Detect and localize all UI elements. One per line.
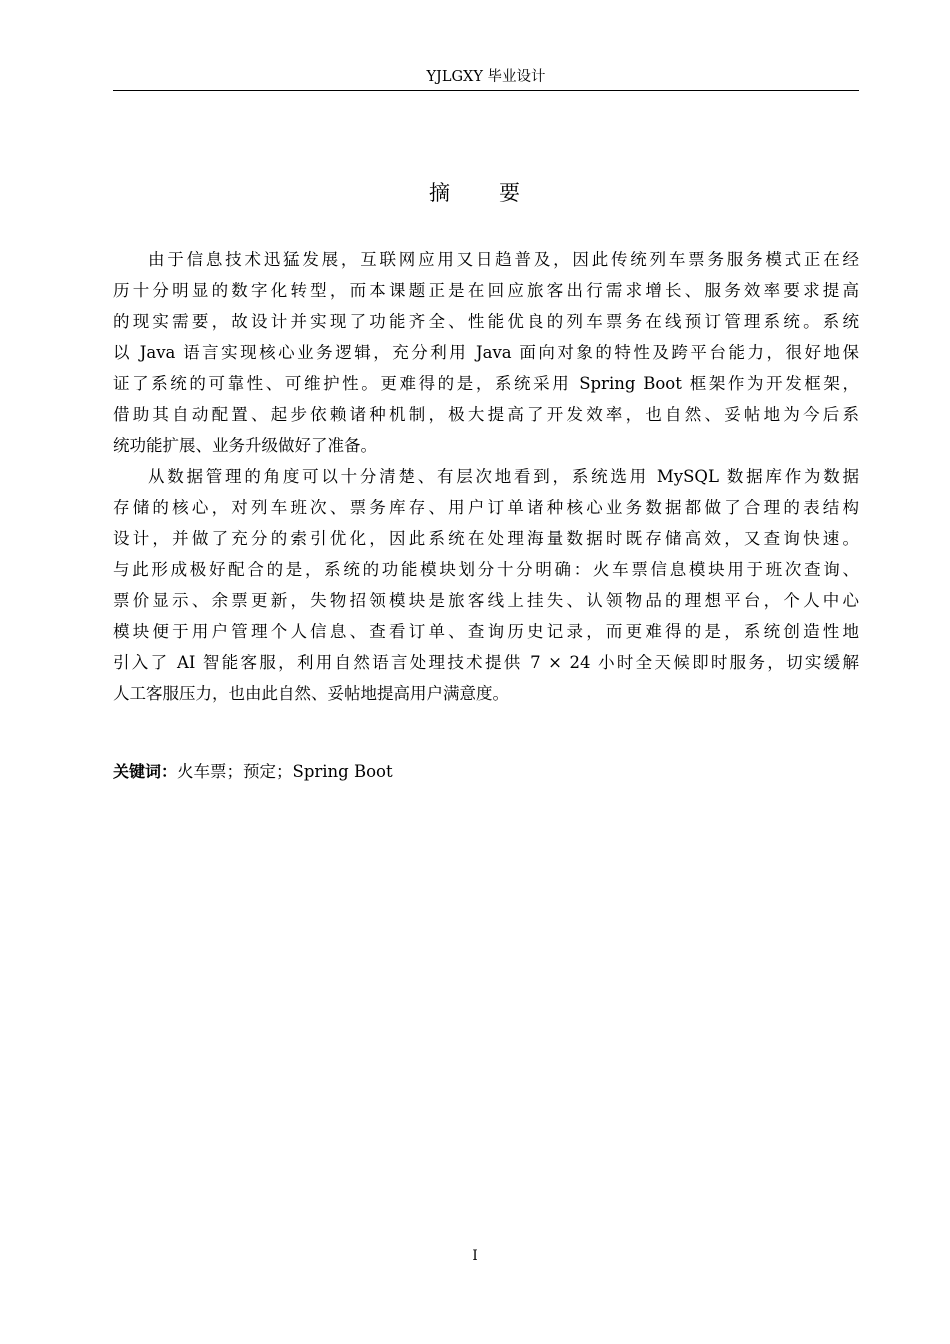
- paragraph-1-line-5: 证了系统的可靠性、可维护性。更难得的是，系统采用 Spring Boot 框架作为开发框架，: [113, 374, 859, 393]
- paragraph-1-line-7: 统功能扩展、业务升级做好了准备。: [113, 436, 377, 455]
- keywords-line: [113, 756, 859, 787]
- paragraph-2-line-2: 存储的核心，对列车班次、票务库存、用户订单诸种核心业务数据都做了合理的表结构: [113, 498, 859, 517]
- abstract-title: [0, 176, 950, 210]
- paragraph-2-line-1: 从数据管理的角度可以十分清楚、有层次地看到，系统选用 MySQL 数据库作为数据: [148, 467, 859, 486]
- keywords-values: 火车票；预定；Spring Boot: [177, 762, 393, 781]
- paragraph-1-line-1: 由于信息技术迅猛发展，互联网应用又日趋普及，因此传统列车票务服务模式正在经: [148, 250, 859, 269]
- paragraph-2-line-4: 与此形成极好配合的是，系统的功能模块划分十分明确：火车票信息模块用于班次查询、: [113, 560, 859, 579]
- paragraph-1-line-3: 的现实需要，故设计并实现了功能齐全、性能优良的列车票务在线预订管理系统。系统: [113, 312, 859, 331]
- paragraph-2-line-6: 模块便于用户管理个人信息、查看订单、查询历史记录，而更难得的是，系统创造性地: [113, 622, 859, 641]
- paragraph-2-line-3: 设计，并做了充分的索引优化，因此系统在处理海量数据时既存储高效，又查询快速。: [113, 529, 859, 548]
- paragraph-2-line-7: 引入了 AI 智能客服，利用自然语言处理技术提供 7 × 24 小时全天候即时服务，切实缓解: [113, 653, 859, 672]
- title-char-2: 要: [499, 181, 521, 205]
- paragraph-1-line-6: 借助其自动配置、起步依赖诸种机制，极大提高了开发效率，也自然、妥帖地为今后系: [113, 405, 859, 424]
- paragraph-1-line-2: 历十分明显的数字化转型，而本课题正是在回应旅客出行需求增长、服务效率要求提高: [113, 281, 859, 300]
- page-number: I: [472, 1248, 478, 1264]
- abstract-body: [113, 244, 859, 709]
- title-char-1: 摘: [429, 181, 451, 205]
- page-header: YJLGXY 毕业设计: [113, 66, 859, 91]
- paragraph-2-line-8: 人工客服压力，也由此自然、妥帖地提高用户满意度。: [113, 684, 509, 703]
- paragraph-1-line-4: 以 Java 语言实现核心业务逻辑，充分利用 Java 面向对象的特性及跨平台能力，很好地保: [113, 343, 859, 362]
- keywords-label: 关键词：: [113, 762, 178, 781]
- paragraph-2-line-5: 票价显示、余票更新，失物招领模块是旅客线上挂失、认领物品的理想平台，个人中心: [113, 591, 859, 610]
